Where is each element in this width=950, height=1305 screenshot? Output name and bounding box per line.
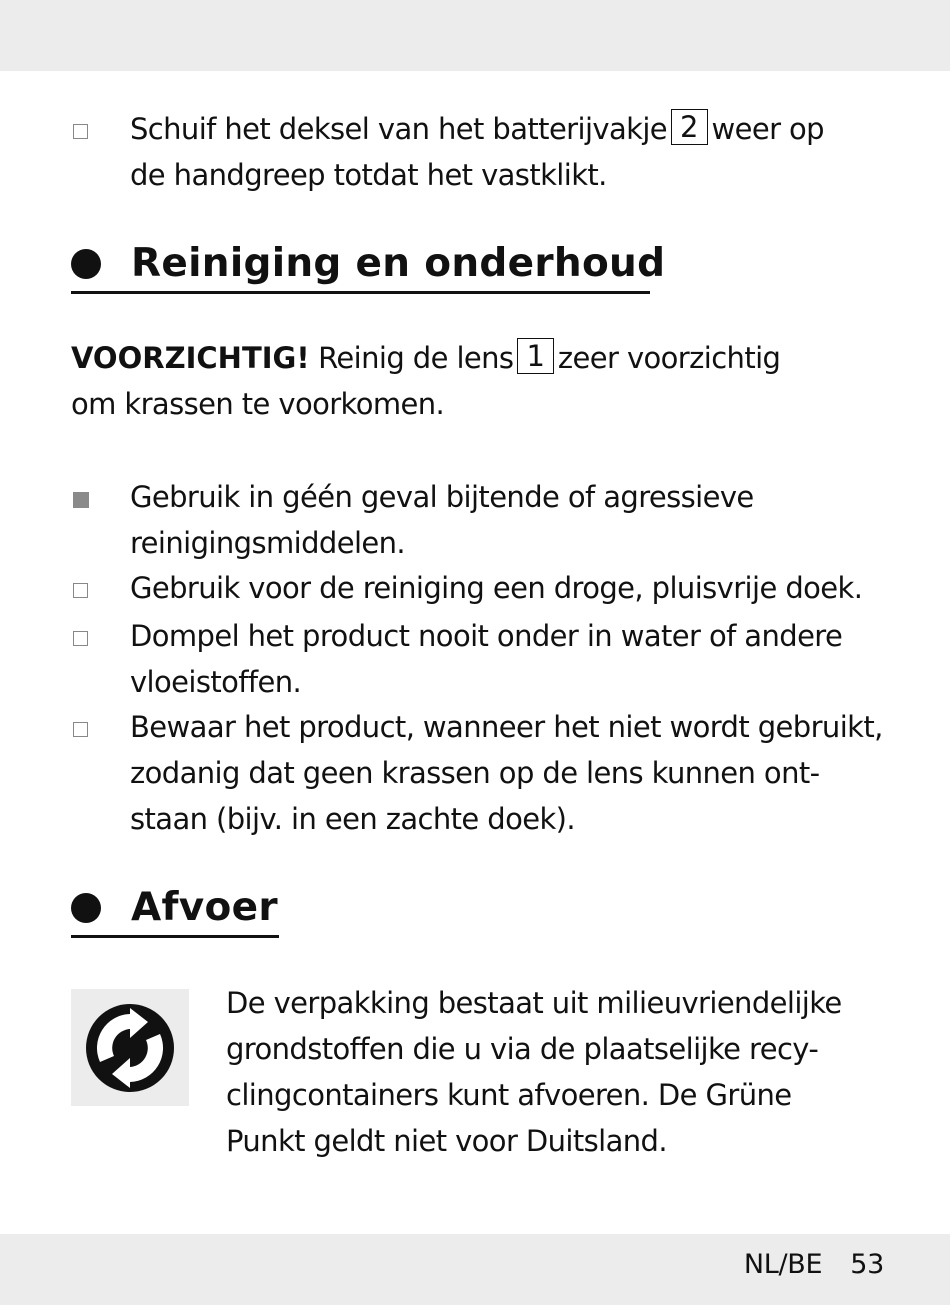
item-line: Dompel het product nooit onder in water of andere [130,619,843,653]
heading-underline [71,291,650,294]
reference-box: 1 [517,338,553,374]
bullet-dot-icon [71,249,101,279]
caution-text: zeer voorzichtig [557,341,781,375]
footer-locale: NL/BE [743,1249,823,1280]
item-line: Gebruik voor de reiniging een droge, pluisvrije doek. [130,571,863,605]
square-bullet-icon [73,492,89,508]
disposal-line: clingcontainers kunt afvoeren. De Grüne [226,1078,792,1112]
disposal-paragraph [226,980,906,1164]
checkbox-icon [73,722,88,737]
caution-paragraph [71,335,891,427]
item-line: staan (bijv. in een zachte doek). [130,802,576,836]
checkbox-icon [73,583,88,598]
item-line: vloeistoffen. [130,665,302,699]
item-line: zodanig dat geen krassen op de lens kunnen ont- [130,756,820,790]
checkbox-icon [73,631,88,646]
caution-line: om krassen te voorkomen. [71,387,445,421]
checkbox-icon [73,124,88,139]
list-item [130,474,890,566]
list-item [130,613,890,705]
page-footer [744,1243,884,1287]
item-line [130,106,890,152]
green-dot-logo [71,989,189,1106]
item-line: Bewaar het product, wanneer het niet wordt gebruikt, [130,710,883,744]
green-dot-recycling-icon [86,1004,174,1092]
item-line: reinigingsmiddelen. [130,526,406,560]
section-heading-cleaning [71,240,665,288]
section-title: Afvoer [131,885,278,930]
item-line: Gebruik in géén geval bijtende of agressieve [130,480,754,514]
bullet-dot-icon [71,893,101,923]
item-line: de handgreep totdat het vastklikt. [130,158,607,192]
section-title: Reiniging en onderhoud [131,241,666,286]
disposal-line: Punkt geldt niet voor Duitsland. [226,1124,667,1158]
item-text: Schuif het deksel van het batterijvakje [130,112,668,146]
disposal-line: De verpakking bestaat uit milieuvriendelijke [226,986,842,1020]
item-text: weer op [711,112,824,146]
heading-underline [71,935,279,938]
page-number: 53 [850,1249,884,1280]
list-item [130,565,890,611]
section-heading-disposal [71,884,278,932]
caution-text: Reinig de lens [318,341,514,375]
reference-box: 2 [671,109,707,145]
caution-line [71,335,891,381]
list-item [130,106,890,198]
caution-label: VOORZICHTIG! [71,341,310,375]
disposal-line: grondstoffen die u via de plaatselijke recy- [226,1032,819,1066]
top-band [0,0,950,71]
list-item [130,704,890,842]
